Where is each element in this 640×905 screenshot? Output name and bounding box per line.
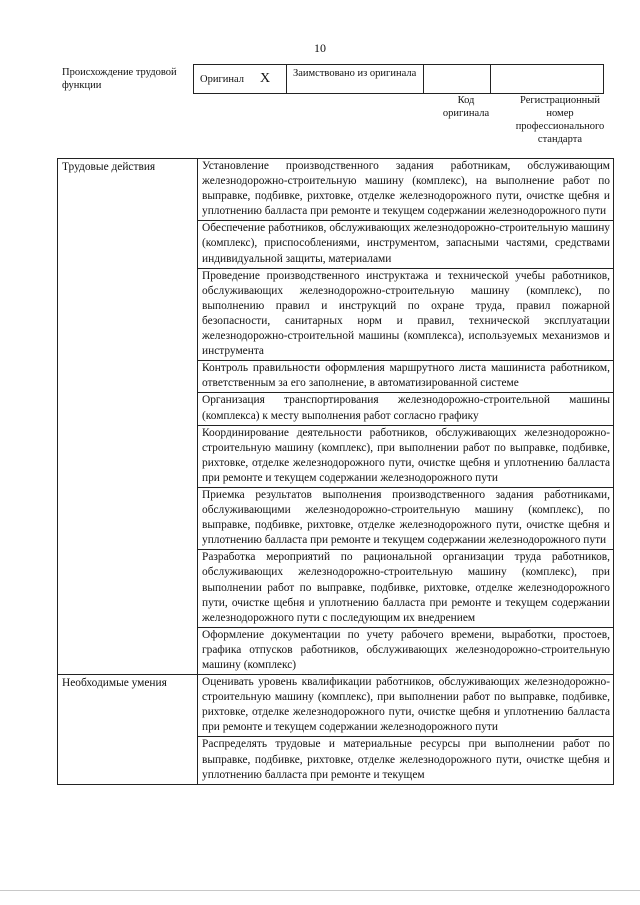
- table-cell-item: Приемка результатов выполнения производственного задания работниками, обслуживающими железнодорожно-строительную машину (комплекс), по выправке, подбивке, рихтовке, отделке железнодорожного пути, очистке щебня и уплотнению балласта при ремонте и текущем содержании железнодорожного пути: [198, 487, 614, 549]
- table-row: [58, 159, 614, 221]
- table-cell-item: Установление производственного задания работникам, обслуживающим железнодорожно-строительную машину (комплекс), на выполнение работ по выправке, подбивке, рихтовке, отделке железнодорожного пути, очистке щебня и уплотнению балласта при ремонте и текущем содержании железнодорожного пути: [198, 159, 614, 221]
- origin-table: [193, 64, 604, 94]
- table-row: [58, 675, 614, 737]
- page-number: 10: [314, 41, 326, 55]
- reg-number-cell: [491, 65, 604, 94]
- original-mark: X: [260, 71, 271, 86]
- reg-number-caption: Регистрационный номер профессионального стандарта: [515, 95, 605, 145]
- section-label: Необходимые умения: [58, 675, 198, 785]
- code-caption: Код оригинала: [442, 95, 490, 119]
- borrowed-cell: [287, 65, 424, 94]
- table-cell-item: Контроль правильности оформления маршрутного листа машиниста работником, ответственным за его заполнение, в автоматизированной системе: [198, 361, 614, 393]
- page-bottom-rule: [0, 890, 640, 891]
- table-cell-item: Проведение производственного инструктажа и технической учебы работников, обслуживающих железнодорожно-строительную машину (комплекс), по выполнению правил и инструкций по охране труда, правил пожарной безопасности, санитарных норм и правил, технической эксплуатации железнодорожно-строительной машины (комплекса), используемых механизмов и инструмента: [198, 268, 614, 361]
- table-cell-item: Оформление документации по учету рабочего времени, выработки, простоев, графика отпусков работников, обслуживающих железнодорожно-строительную машину (комплекс): [198, 627, 614, 674]
- code-cell: [424, 65, 491, 94]
- function-table: [57, 158, 614, 785]
- origin-label: Происхождение трудовой функции: [62, 67, 177, 91]
- table-cell-item: Разработка мероприятий по рациональной организации труда работников, обслуживающих железнодорожно-строительную машину (комплекс), при выполнении работ по выправке, подбивке, рихтовке, отделке железнодорожного пути, очистке щебня и уплотнению балласта при ремонте и текущем содержании железнодорожного пути с последующим их внедрением: [198, 550, 614, 627]
- table-cell-item: Оценивать уровень квалификации работников, обслуживающих железнодорожно-строительную машину (комплекс), при выполнении работ по выправке, подбивке, рихтовке, отделке железнодорожного пути, очистке щебня и уплотнению балласта при ремонте и текущем содержании железнодорожного пути: [198, 675, 614, 737]
- table-cell-item: Координирование деятельности работников, обслуживающих железнодорожно-строительную машину (комплекс), при выполнении работ по выправке, подбивке, рихтовке, отделке железнодорожного пути, очистке щебня и уплотнению балласта при ремонте и текущем содержании железнодорожного пути: [198, 425, 614, 487]
- table-cell-item: Распределять трудовые и материальные ресурсы при выполнении работ по выправке, подбивке, рихтовке, отделке железнодорожного пути, очистке щебня и уплотнению балласта при ремонте и текущем: [198, 737, 614, 784]
- table-cell-item: Обеспечение работников, обслуживающих железнодорожно-строительную машину (комплекс), приспособлениями, инструментом, запасными частями, средствами индивидуальной защиты, материалами: [198, 221, 614, 268]
- original-label: Оригинал: [200, 74, 244, 85]
- borrowed-label: Заимствовано из оригинала: [293, 68, 417, 79]
- table-cell-item: Организация транспортирования железнодорожно-строительной машины (комплекса) к месту выполнения работ согласно графику: [198, 393, 614, 425]
- original-cell: [194, 65, 287, 94]
- section-label: Трудовые действия: [58, 159, 198, 675]
